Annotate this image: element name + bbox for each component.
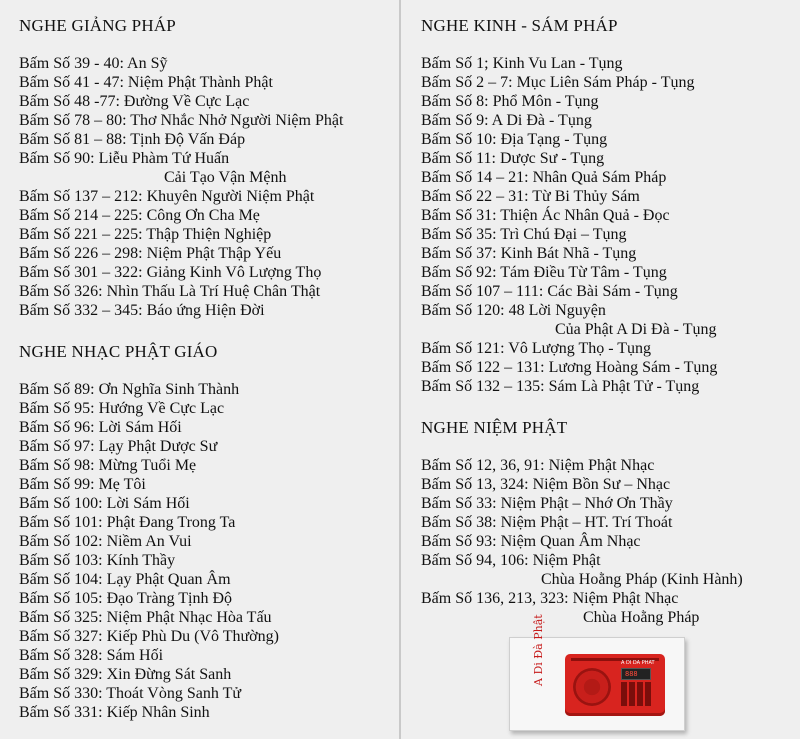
list-item-continuation: Chùa Hoằng Pháp: [583, 609, 700, 626]
list-item: Bấm Số 327: Kiếp Phù Du (Vô Thường): [19, 628, 279, 645]
list-item: Bấm Số 301 – 322: Giảng Kinh Vô Lượng Thọ: [19, 264, 322, 281]
list-item: Bấm Số 105: Đạo Tràng Tịnh Độ: [19, 590, 233, 607]
list-item: Bấm Số 226 – 298: Niệm Phật Thập Yếu: [19, 245, 282, 262]
list-item: Bấm Số 8: Phổ Môn - Tụng: [421, 93, 599, 110]
list-item: Bấm Số 1; Kinh Vu Lan - Tụng: [421, 55, 623, 72]
radio-display: [621, 668, 651, 680]
list-item: Bấm Số 10: Địa Tạng - Tụng: [421, 131, 608, 148]
list-item: Bấm Số 99: Mẹ Tôi: [19, 476, 146, 493]
list-item: Bấm Số 100: Lời Sám Hối: [19, 495, 190, 512]
radio-display-text: 888: [625, 670, 638, 678]
list-item: Bấm Số 95: Hướng Về Cực Lạc: [19, 400, 225, 417]
radio-keypad: [621, 682, 653, 706]
list-item: Bấm Số 78 – 80: Thơ Nhắc Nhở Người Niệm Phật: [19, 112, 344, 129]
list-item: Bấm Số 9: A Di Đà - Tụng: [421, 112, 592, 129]
list-item: Bấm Số 81 – 88: Tịnh Độ Vấn Đáp: [19, 131, 246, 148]
list-niem-phat: [421, 456, 743, 627]
list-item: Bấm Số 2 – 7: Mục Liên Sám Pháp - Tụng: [421, 74, 695, 91]
list-item: Bấm Số 14 – 21: Nhân Quả Sám Pháp: [421, 169, 667, 186]
box-label: A Di Đà Phật: [532, 614, 545, 686]
list-item: Bấm Số 98: Mừng Tuổi Mẹ: [19, 457, 197, 474]
list-item: Bấm Số 221 – 225: Thập Thiện Nghiệp: [19, 226, 272, 243]
list-item: Bấm Số 97: Lạy Phật Dược Sư: [19, 438, 218, 455]
list-item: Bấm Số 33: Niệm Phật – Nhớ Ơn Thầy: [421, 495, 673, 512]
list-item: Bấm Số 37: Kinh Bát Nhã - Tụng: [421, 245, 637, 262]
left-column: [0, 0, 399, 739]
list-item: Bấm Số 132 – 135: Sám Là Phật Tử - Tụng: [421, 378, 700, 395]
list-item: Bấm Số 107 – 111: Các Bài Sám - Tụng: [421, 283, 678, 300]
list-giang-phap: [19, 54, 343, 320]
list-item: Bấm Số 102: Niềm An Vui: [19, 533, 192, 550]
list-item: Bấm Số 90: Liễu Phàm Tứ Huấn: [19, 150, 230, 167]
list-item: Bấm Số 136, 213, 323: Niệm Phật Nhạc: [421, 590, 679, 607]
list-item: Bấm Số 13, 324: Niệm Bồn Sư – Nhạc: [421, 476, 671, 493]
radio-brand-label: A DI DA PHAT: [621, 660, 655, 666]
list-item: Bấm Số 93: Niệm Quan Âm Nhạc: [421, 533, 641, 550]
list-item: Bấm Số 41 - 47: Niệm Phật Thành Phật: [19, 74, 273, 91]
list-item: Bấm Số 101: Phật Đang Trong Ta: [19, 514, 236, 531]
list-item: Bấm Số 329: Xin Đừng Sát Sanh: [19, 666, 232, 683]
list-item: Bấm Số 11: Dược Sư - Tụng: [421, 150, 605, 167]
speaker-grille: [573, 668, 611, 706]
section-heading-nhac-phat-giao: NGHE NHẠC PHẬT GIÁO: [19, 342, 218, 361]
list-item: Bấm Số 330: Thoát Vòng Sanh Tử: [19, 685, 242, 702]
list-item: Bấm Số 103: Kính Thầy: [19, 552, 176, 569]
list-item: Bấm Số 121: Vô Lượng Thọ - Tụng: [421, 340, 652, 357]
list-item: Bấm Số 31: Thiện Ác Nhân Quả - Đọc: [421, 207, 670, 224]
list-item: Bấm Số 328: Sám Hối: [19, 647, 164, 664]
list-item: Bấm Số 326: Nhìn Thấu Là Trí Huệ Chân Thật: [19, 283, 321, 300]
list-item: Bấm Số 325: Niệm Phật Nhạc Hòa Tấu: [19, 609, 272, 626]
list-item: Bấm Số 35: Trì Chú Đại – Tụng: [421, 226, 627, 243]
list-item: Bấm Số 120: 48 Lời Nguyện: [421, 302, 606, 319]
list-item: Bấm Số 39 - 40: An Sỹ: [19, 55, 168, 72]
list-item: Bấm Số 104: Lạy Phật Quan Âm: [19, 571, 231, 588]
list-item-continuation: Của Phật A Di Đà - Tụng: [555, 321, 717, 338]
section-heading-kinh-sam-phap: NGHE KINH - SÁM PHÁP: [421, 16, 618, 35]
list-item: Bấm Số 214 – 225: Công Ơn Cha Mẹ: [19, 207, 260, 224]
list-item: Bấm Số 137 – 212: Khuyên Người Niệm Phật: [19, 188, 315, 205]
list-item: Bấm Số 94, 106: Niệm Phật: [421, 552, 601, 569]
radio-device: [565, 654, 665, 716]
list-item: Bấm Số 92: Tám Điều Từ Tâm - Tụng: [421, 264, 667, 281]
list-kinh-sam-phap: [421, 54, 717, 396]
section-heading-niem-phat: NGHE NIỆM PHẬT: [421, 418, 568, 437]
list-item: Bấm Số 96: Lời Sám Hối: [19, 419, 182, 436]
list-item: Bấm Số 12, 36, 91: Niệm Phật Nhạc: [421, 457, 655, 474]
section-heading-giang-phap: NGHE GIẢNG PHÁP: [19, 16, 176, 35]
right-column: [401, 0, 800, 739]
list-item: Bấm Số 22 – 31: Từ Bi Thủy Sám: [421, 188, 640, 205]
list-item: Bấm Số 48 -77: Đường Về Cực Lạc: [19, 93, 250, 110]
list-item-continuation: Chùa Hoằng Pháp (Kinh Hành): [541, 571, 743, 588]
list-item: Bấm Số 332 – 345: Báo ứng Hiện Đời: [19, 302, 265, 319]
list-item-continuation: Cải Tạo Vận Mệnh: [164, 169, 287, 186]
list-item: Bấm Số 122 – 131: Lương Hoàng Sám - Tụng: [421, 359, 718, 376]
list-item: Bấm Số 331: Kiếp Nhân Sinh: [19, 704, 210, 721]
list-item: Bấm Số 38: Niệm Phật – HT. Trí Thoát: [421, 514, 673, 531]
list-nhac-phat-giao: [19, 380, 279, 722]
list-item: Bấm Số 89: Ơn Nghĩa Sinh Thành: [19, 381, 240, 398]
